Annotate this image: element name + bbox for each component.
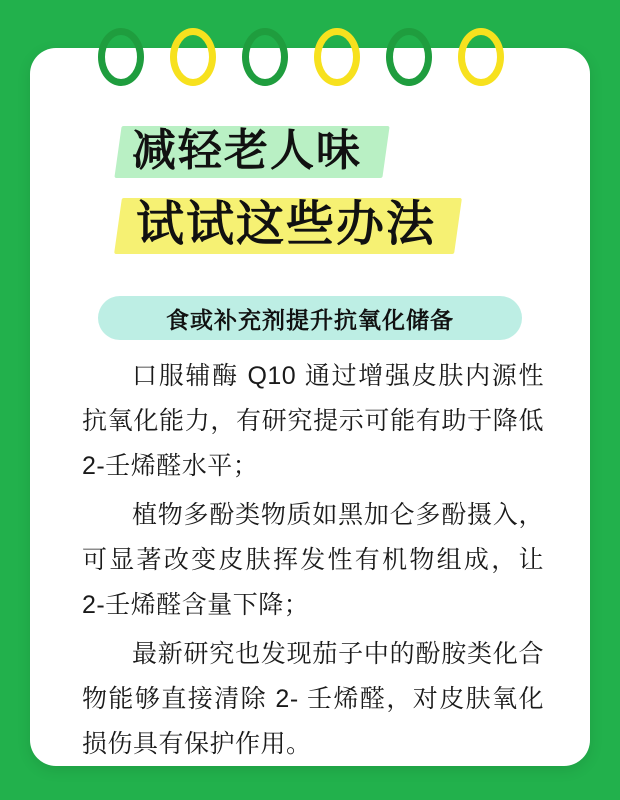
title-line-1: [118, 118, 362, 184]
content-card: [30, 48, 590, 766]
body-text: [82, 354, 544, 771]
title-line-2: [118, 190, 436, 260]
paragraph: 最新研究也发现茄子中的酚胺类化合物能够直接清除 2- 壬烯醛，对皮肤氧化损伤具有保护作用。: [82, 640, 544, 758]
section-header-label: 食或补充剂提升抗氧化储备: [166, 306, 454, 333]
title-line-1-text: 减轻老人味: [132, 126, 362, 175]
title-line-2-container: [118, 190, 436, 260]
title-line-1-container: [118, 118, 362, 184]
title-line-2-text: 试试这些办法: [136, 198, 437, 251]
paragraph: 口服辅酶 Q10 通过增强皮肤内源性抗氧化能力，有研究提示可能有助于降低 2-壬烯醛水平；: [82, 362, 544, 480]
paragraph: 植物多酚类物质如黑加仑多酚摄入，可显著改变皮肤挥发性有机物组成，让 2-壬烯醛含量下降；: [82, 501, 544, 619]
section-header-pill: [98, 296, 522, 340]
